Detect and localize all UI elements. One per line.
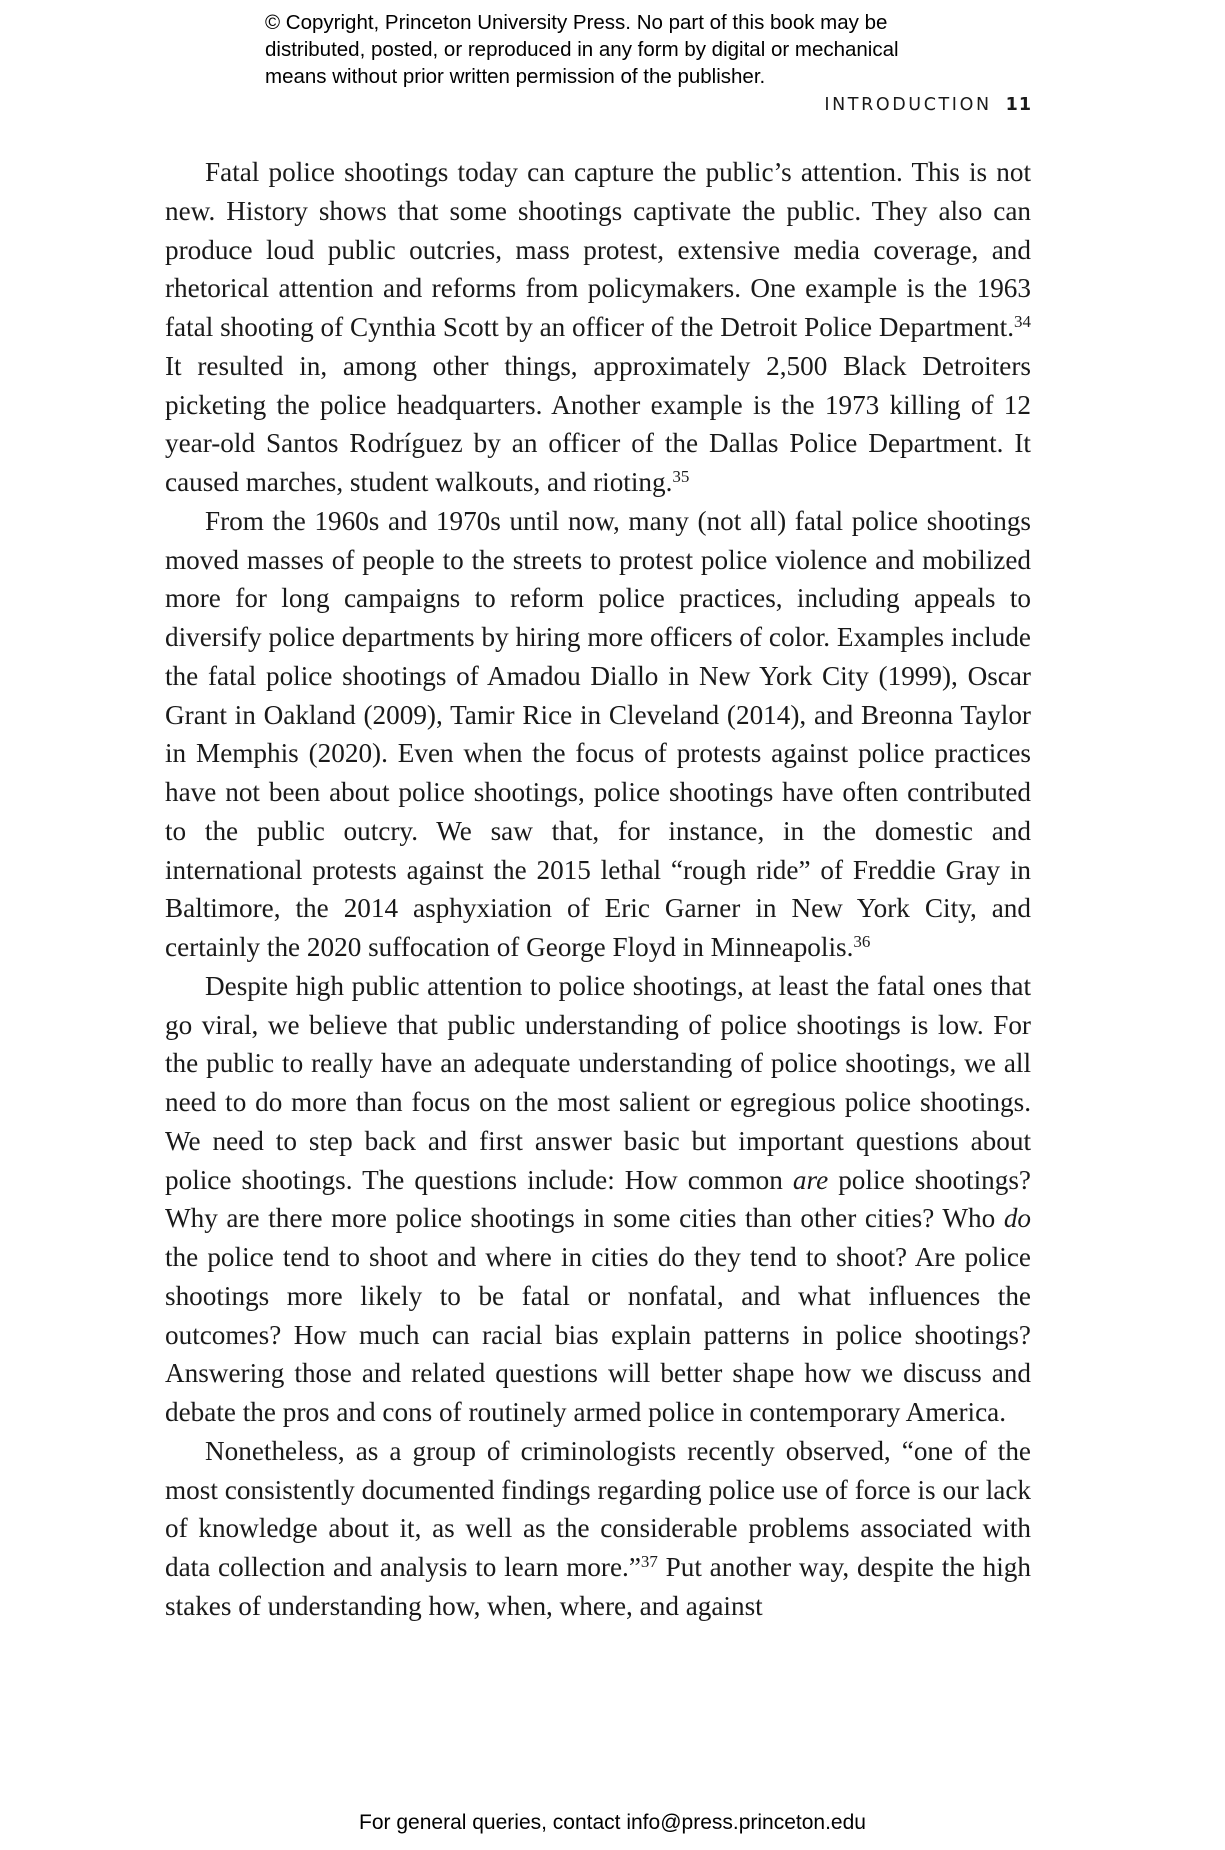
- footnote-ref: 34: [1014, 311, 1031, 331]
- page-number: 11: [1005, 95, 1032, 115]
- copyright-notice: [265, 9, 1025, 90]
- emphasis-text: do: [1003, 1203, 1031, 1234]
- paragraph: [165, 1432, 1031, 1626]
- paragraph-text: police shootings? Why are there more police shootings in some cities than other cities? Who: [165, 1164, 1031, 1234]
- copyright-line: © Copyright, Princeton University Press. No part of this book may be: [265, 11, 888, 34]
- paragraph-text: Despite high public attention to police shootings, at least the fatal ones that go viral, we believe that public understanding of police shootings is low. For the public to really have an adequate understanding of police shootings, we all need to do more than focus on the most salient or egregious police shootings. We need to step back and first answer basic but important questions about police shootings. The questions include: How common: [165, 970, 1031, 1195]
- copyright-line: means without prior written permission of the publisher.: [265, 65, 766, 88]
- paragraph-text: From the 1960s and 1970s until now, many (not all) fatal police shootings moved masses of people to the streets to protest police violence and mobilized more for long campaigns to reform police practices, including appeals to diversify police departments by hiring more officers of color. Examples include the fatal police shootings of Amadou Diallo in New York City (1999), Oscar Grant in Oakland (2009), Tamir Rice in Cleveland (2014), and Breonna Taylor in Memphis (2020). Even when the focus of protests against police practices have not been about police shootings, police shootings have often contributed to the public outcry. We saw that, for instance, in the domestic and international protests against the 2015 lethal “rough ride” of Freddie Gray in Baltimore, the 2014 asphyxiation of Eric Garner in New York City, and certainly the 2020 suffocation of George Floyd in Minneapolis.: [165, 505, 1031, 962]
- paragraph-text: Put another way, despite the high stakes of understanding how, when, where, and against: [165, 1552, 1031, 1621]
- running-head: [824, 95, 1032, 115]
- running-head-section: INTRODUCTION: [824, 95, 992, 115]
- paragraph-text: the police tend to shoot and where in cities do they tend to shoot? Are police shootings more likely to be fatal or nonfatal, and what influences the outcomes? How much can racial bias explain patterns in police shootings? Answering those and related questions will better shape how we discuss and debate the pros and cons of routinely armed police in contemporary America.: [165, 1242, 1031, 1427]
- paragraph: [165, 967, 1031, 1432]
- paragraph-text: It resulted in, among other things, approximately 2,500 Black Detroiters picketing the police headquarters. Another example is the 1973 killing of 12 year-old Santos Rodríguez by an officer of the Dallas Police Department. It caused marches, student walkouts, and rioting.: [165, 350, 1031, 497]
- paragraph-text: Nonetheless, as a group of criminologists recently observed, “one of the most consistently documented findings regarding police use of force is our lack of knowledge about it, as well as the considerable problems associated with data collection and analysis to learn more.”: [165, 1435, 1031, 1582]
- paragraph-text: Fatal police shootings today can capture the public’s attention. This is not new. History shows that some shootings captivate the public. They also can produce loud public outcries, mass protest, extensive media coverage, and rhetorical attention and reforms from policymakers. One example is the 1963 fatal shooting of Cynthia Scott by an officer of the Detroit Police Department.: [165, 157, 1031, 342]
- footnote-ref: 35: [672, 466, 690, 486]
- footnote-ref: 37: [640, 1551, 658, 1571]
- paragraph: [165, 153, 1031, 502]
- copyright-line: distributed, posted, or reproduced in any form by digital or mechanical: [265, 38, 899, 61]
- footer-contact: For general queries, contact info@press.princeton.edu: [359, 1811, 866, 1834]
- emphasis-text: are: [792, 1164, 829, 1195]
- body-text: [165, 153, 1031, 1626]
- footnote-ref: 36: [853, 931, 871, 951]
- paragraph: [165, 502, 1031, 967]
